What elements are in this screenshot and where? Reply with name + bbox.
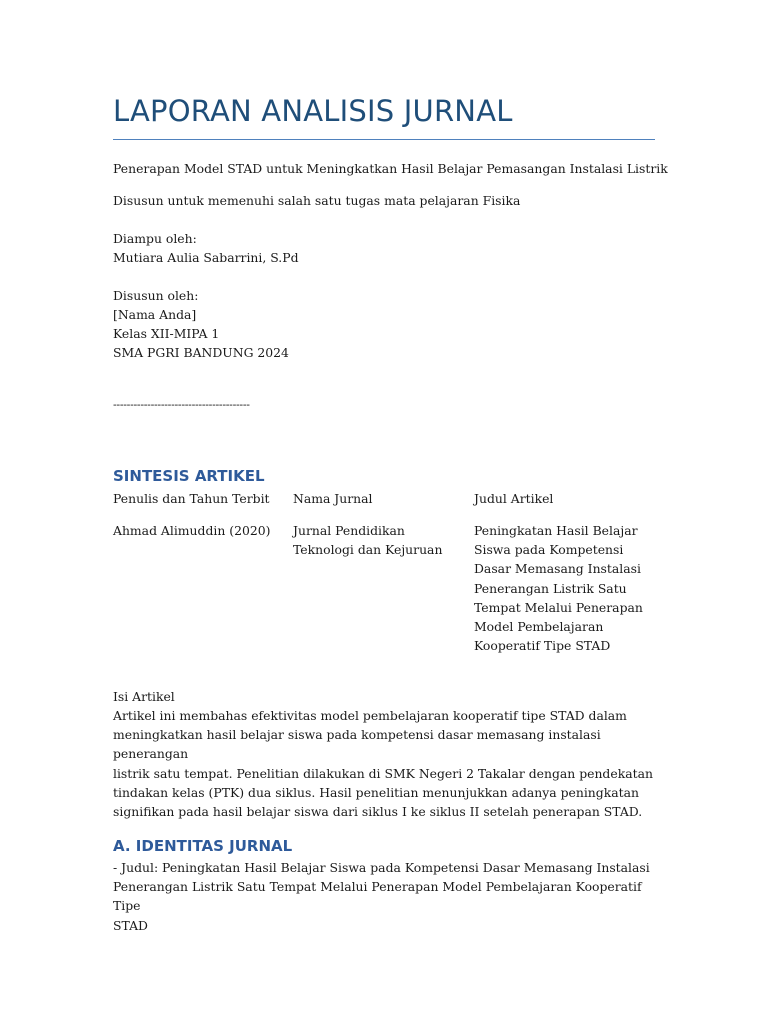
table-cell-title: Peningkatan Hasil Belajar Siswa pada Kompetensi Dasar Memasang Instalasi Penerangan Listrik Satu Tempat Melalui Penerapan Model Pembelajaran Kooperatif Tipe STAD (474, 523, 643, 654)
table-header-journal: Nama Jurnal (293, 491, 373, 506)
identitas-heading: A. IDENTITAS JURNAL (113, 837, 293, 855)
table-cell-journal: Jurnal Pendidikan Teknologi dan Kejuruan (293, 523, 443, 558)
author-label: Disusun oleh: (113, 288, 199, 303)
purpose-text: Disusun untuk memenuhi salah satu tugas mata pelajaran Fisika (113, 193, 521, 208)
teacher-label: Diampu oleh: (113, 231, 197, 246)
table-header-title: Judul Artikel (474, 491, 554, 506)
document-subtitle: Penerapan Model STAD untuk Meningkatkan Hasil Belajar Pemasangan Instalasi Listrik (113, 161, 668, 176)
title-underline (113, 139, 655, 140)
isi-artikel-label: Isi Artikel (113, 689, 175, 704)
teacher-name: Mutiara Aulia Sabarrini, S.Pd (113, 250, 299, 265)
author-school: SMA PGRI BANDUNG 2024 (113, 345, 289, 360)
identitas-judul: - Judul: Peningkatan Hasil Belajar Siswa pada Kompetensi Dasar Memasang Instalasi Penerangan Listrik Satu Tempat Melalui Penerapan Model Pembelajaran Kooperatif Tipe STAD (113, 860, 650, 933)
table-cell-author: Ahmad Alimuddin (2020) (113, 523, 271, 538)
author-name: [Nama Anda] (113, 307, 197, 322)
sintesis-heading: SINTESIS ARTIKEL (113, 467, 265, 485)
separator-line: ---------------------------------------- (113, 398, 250, 411)
document-title: LAPORAN ANALISIS JURNAL (113, 94, 513, 128)
table-header-author: Penulis dan Tahun Terbit (113, 491, 270, 506)
isi-artikel-text: Artikel ini membahas efektivitas model pembelajaran kooperatif tipe STAD dalam meningkatkan hasil belajar siswa pada kompetensi dasar memasang instalasi penerangan listrik satu tempat. Penelitian dilakukan di SMK Negeri 2 Takalar dengan pendekatan tindakan kelas (PTK) dua siklus. Hasil penelitian menunjukkan adanya peningkatan signifikan pada hasil belajar siswa dari siklus I ke siklus II setelah penerapan STAD. (113, 708, 653, 820)
author-class: Kelas XII-MIPA 1 (113, 326, 220, 341)
